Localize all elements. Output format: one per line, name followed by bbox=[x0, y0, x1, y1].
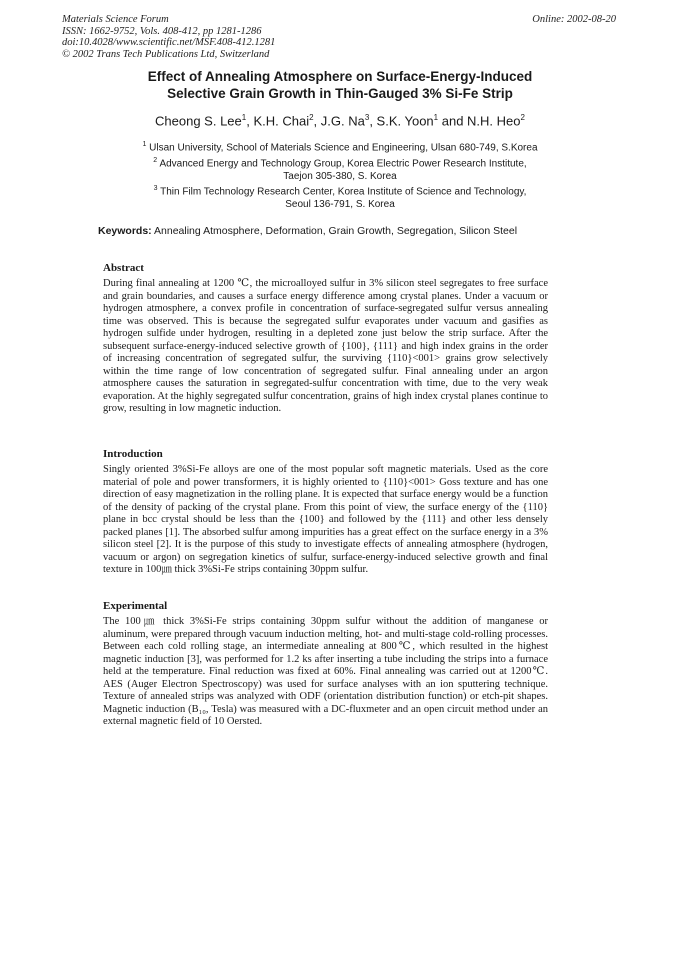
paper-title bbox=[80, 68, 600, 102]
journal-header bbox=[62, 14, 275, 60]
keywords-label: Keywords: bbox=[98, 225, 152, 237]
journal-name: Materials Science Forum bbox=[62, 14, 169, 25]
keywords-text: Annealing Atmosphere, Deformation, Grain Growth, Segregation, Silicon Steel bbox=[154, 225, 518, 237]
experimental-text: The 100㎛ thick 3%Si-Fe strips containing 30ppm sulfur without the addition of manganese or aluminum, were prepared through vacuum induction melting, hot- and multi-stage cold-rolling processes. Between each cold rolling stage, an intermediate annealing at 800℃, which resulted in the highest magnetic induction [3], was performed for 1.2 ks after inserting a tube including the strips into a furnace held at the temperature. Final reduction was fixed at 60%. Final annealing was carried out at 1200℃. AES (Auger Electron Spectroscopy) was used for surface analyses with an ion sputtering technique. Texture of annealed strips was analyzed with ODF (orientation distribution function) or etch-pit shapes. Magnetic induction (B₁₀, Tesla) was measured with a DC-fluxmeter and an open circuit method under an external magnetic field of 10 Oersted. bbox=[103, 616, 548, 728]
author-sup: 3 bbox=[364, 113, 370, 122]
author-sup: 2 bbox=[309, 113, 314, 122]
author: Cheong S. Lee bbox=[155, 113, 242, 129]
author-separator: and bbox=[438, 113, 468, 129]
author-sup: 2 bbox=[520, 113, 525, 122]
affiliation-3 bbox=[95, 183, 585, 211]
author: S.K. Yoon bbox=[376, 113, 434, 129]
author-list bbox=[80, 113, 600, 128]
author: K.H. Chai bbox=[253, 113, 310, 129]
affiliation-sup: 2 bbox=[153, 157, 158, 164]
author: N.H. Heo bbox=[467, 113, 521, 129]
issn-line: ISSN: 1662-9752, Vols. 408-412, pp 1281-1286 bbox=[62, 25, 262, 37]
affiliation-sup: 1 bbox=[142, 141, 147, 148]
author-sup: 1 bbox=[241, 113, 247, 122]
abstract-heading: Abstract bbox=[103, 262, 144, 274]
author-sup: 1 bbox=[433, 113, 439, 122]
author-separator: , bbox=[369, 113, 377, 129]
introduction-text: Singly oriented 3%Si-Fe alloys are one of the most popular soft magnetic materials. Used as the core material of pole and power transformers, it is highly oriented to {110}<001> Goss texture and has one direction of easy magnetization in the rolling plane. It is expected that surface energy would be a function of the density of packing of the crystal plane. From this point of view, the surface energy of the {110} plane in bcc crystal should be less than the {100} and followed by the {111} and other less densely packed planes [1]. The absorbed sulfur among impurities has a great effect on the surface energy in a 3% silicon steel [2]. It is the purpose of this study to investigate effects of annealing atmosphere (hydrogen, vacuum or argon) on segregation kinetics of sulfur, surface-energy-induced selective growth and final texture in 100㎛ thick 3%Si-Fe strips containing 30ppm sulfur. bbox=[103, 464, 548, 576]
affiliation-line: Seoul 136-791, S. Korea bbox=[285, 198, 395, 210]
affiliation-2 bbox=[95, 155, 585, 183]
introduction-heading: Introduction bbox=[103, 448, 163, 460]
experimental-heading: Experimental bbox=[103, 600, 168, 612]
title-line-2: Selective Grain Growth in Thin-Gauged 3% Si-Fe Strip bbox=[167, 86, 513, 101]
affiliation-line: Ulsan University, School of Materials Science and Engineering, Ulsan 680-749, S.Korea bbox=[149, 142, 538, 154]
affiliation-line: Advanced Energy and Technology Group, Korea Electric Power Research Institute, bbox=[159, 158, 527, 170]
keywords bbox=[98, 225, 588, 237]
online-date: Online: 2002-08-20 bbox=[532, 14, 616, 25]
author-separator: , bbox=[313, 113, 321, 129]
author-separator: , bbox=[246, 113, 254, 129]
title-line-1: Effect of Annealing Atmosphere on Surface-Energy-Induced bbox=[147, 69, 533, 84]
affiliation-1 bbox=[95, 139, 585, 155]
copyright-line: © 2002 Trans Tech Publications Ltd, Switzerland bbox=[62, 48, 270, 60]
affiliation-sup: 3 bbox=[153, 185, 158, 192]
doi-link[interactable]: doi:10.4028/www.scientific.net/MSF.408-412.1281 bbox=[62, 37, 276, 48]
author: J.G. Na bbox=[320, 113, 365, 129]
affiliation-line: Thin Film Technology Research Center, Korea Institute of Science and Technology, bbox=[160, 186, 527, 198]
abstract-text: During final annealing at 1200 ℃, the microalloyed sulfur in 3% silicon steel segregates to free surface and grain boundaries, and causes a surface energy difference among crystal planes. Under a vacuum or hydrogen atmosphere, a convex profile in concentration of surface-segregated sulfur versus annealing time was observed. This is because the segregated sulfur evaporates under vacuum and gasifies as hydrogen sulfide under hydrogen, resulting in a depleted zone just below the strip surface. After the subsequent surface-energy-induced selective growth of {100}, {111} and high index grains in the order of increasing concentration of segregated sulfur, the surviving {110}<001> grains grow selectively within the time range of low concentration of segregated sulfur. Final annealing under an argon atmosphere causes the saturation in segregated-sulfur concentration with time, due to the very weak evaporation. At the highly segregated sulfur concentration, grains of high index crystal planes continue to grow, resulting in low magnetic induction. bbox=[103, 278, 548, 415]
affiliation-line: Taejon 305-380, S. Korea bbox=[283, 170, 397, 182]
